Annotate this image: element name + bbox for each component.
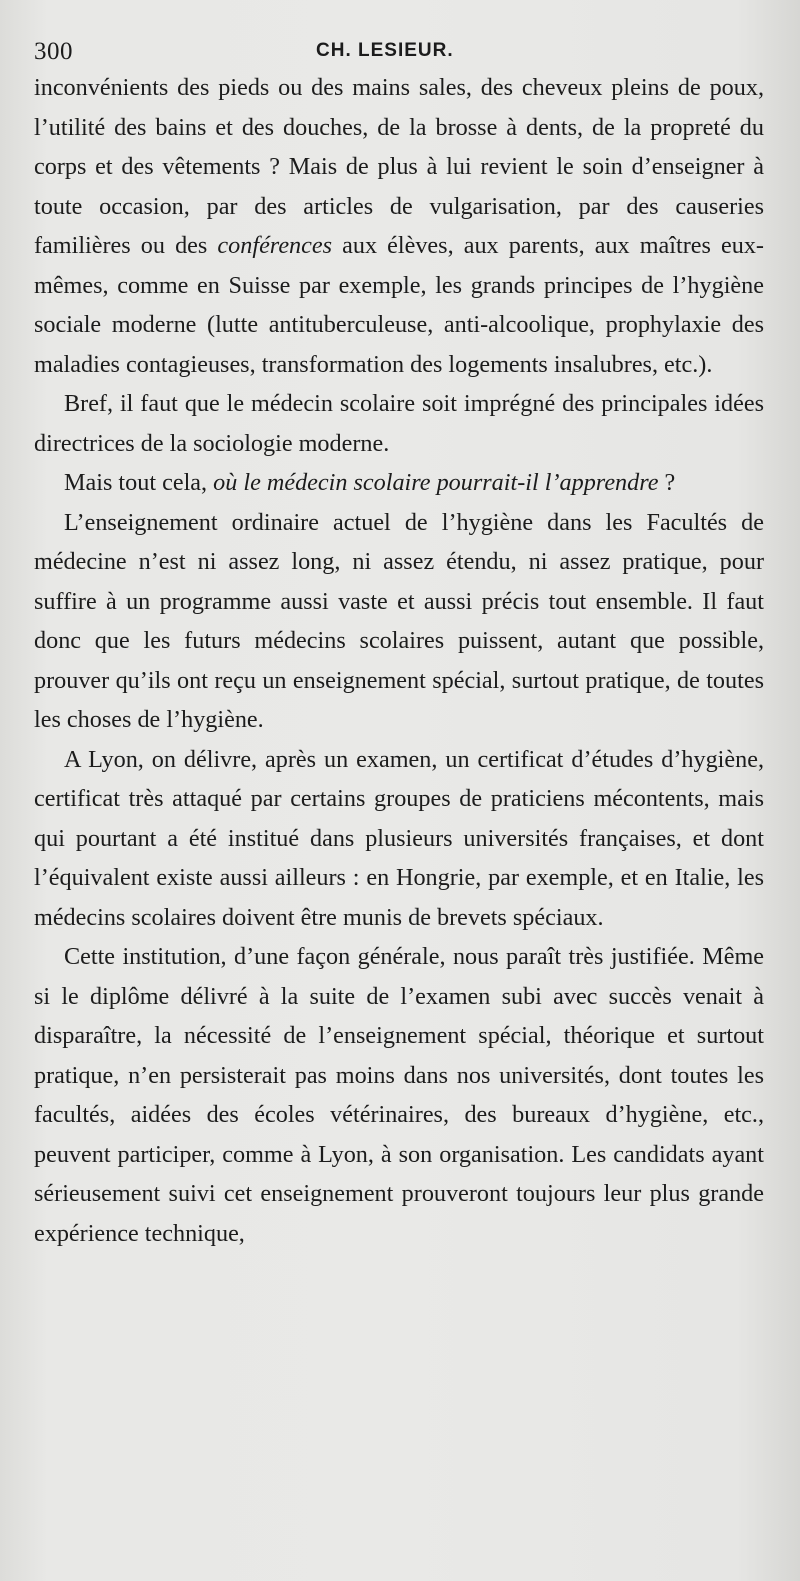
paragraph-5-text: A Lyon, on délivre, après un examen, un certificat d’études d’hygiène, certificat très attaqué par certains groupes de praticiens mécontents, mais qui pourtant a été institué dans plusieurs universités françaises, et dont l’équivalent existe aussi ailleurs : en Hongrie, par exemple, et en Italie, les médecins scolaires doivent être munis de brevets spéciaux. [34, 745, 764, 931]
paragraph-1-text: inconvénients des pieds ou des mains sales, des cheveux pleins de poux, l’utilité des bains et des douches, de la brosse à dents, de la propreté du corps et des vêtements ? Mais de plus à lui revient le soin d’enseigner à toute occasion, par des articles de vulgarisation, par des causeries familières ou des [34, 74, 764, 259]
paragraph-3-italic: où le médecin scolaire pourrait-il l’apprendre [213, 469, 659, 496]
paragraph-4-text: L’enseignement ordinaire actuel de l’hygiène dans les Facultés de médecine n’est ni assez long, ni assez étendu, ni assez pratique, pour suffire à un programme aussi vaste et aussi précis tout ensemble. Il faut donc que les futurs médecins scolaires puissent, autant que possible, prouver qu’ils ont reçu un enseignement spécial, surtout pratique, de toutes les choses de l’hygiène. [34, 508, 764, 733]
book-page [34, 28, 764, 1568]
page-number: 300 [34, 38, 73, 65]
paragraph-1-text-after: aux élèves, aux parents, aux maîtres eux-mêmes, comme en Suisse par exemple, les grands principes de l’hygiène sociale moderne (lutte antituberculeuse, anti-alcoolique, prophylaxie des maladies contagieuses, transformation des logements insalubres, etc.). [34, 232, 764, 378]
paragraph-1-italic: conférences [217, 232, 333, 259]
paragraph-3 [34, 463, 764, 503]
paragraph-6 [34, 937, 764, 1253]
paragraph-2-text: Bref, il faut que le médecin scolaire soit imprégné des principales idées directrices de la sociologie moderne. [34, 390, 764, 457]
body-text [34, 68, 764, 1253]
paragraph-3-text: Mais tout cela, [64, 469, 214, 496]
paragraph-3-text-after: ? [658, 469, 676, 496]
paragraph-5 [34, 740, 764, 938]
paragraph-4 [34, 503, 764, 740]
running-head: CH. LESIEUR. [316, 40, 454, 61]
paragraph-2 [34, 384, 764, 463]
paragraph-6-text: Cette institution, d’une façon générale, nous paraît très justifiée. Même si le diplôme délivré à la suite de l’examen subi avec succès venait à disparaître, la nécessité de l’enseignement spécial, théorique et surtout pratique, n’en persisterait pas moins dans nos universités, dont toutes les facultés, aidées des écoles vétérinaires, des bureaux d’hygiène, etc., peuvent participer, comme à Lyon, à son organisation. Les candidats ayant sérieusement suivi cet enseignement prouveront toujours leur plus grande expérience technique, [34, 943, 764, 1247]
paragraph-1 [34, 68, 764, 384]
page-header [34, 28, 764, 68]
